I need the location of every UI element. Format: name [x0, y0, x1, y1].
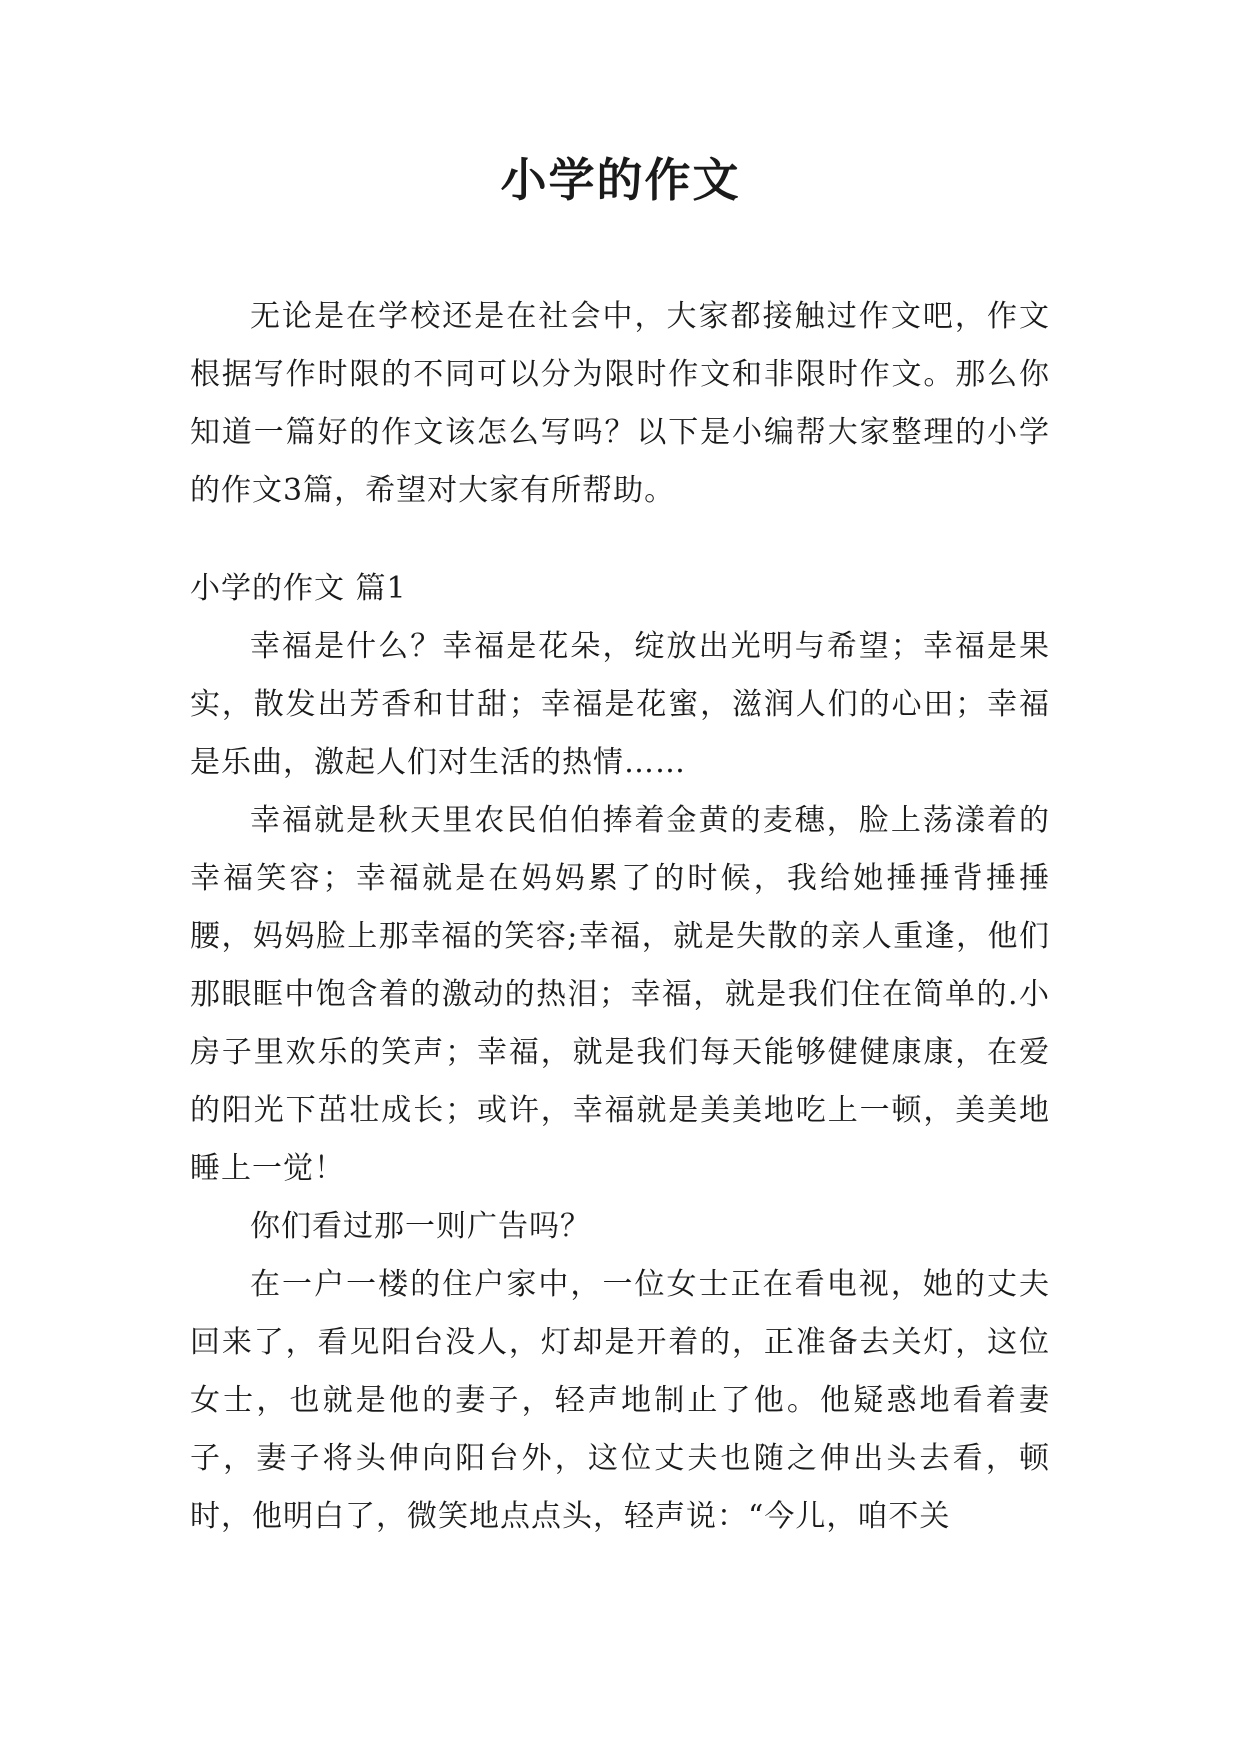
body-paragraph-1: 幸福是什么？幸福是花朵，绽放出光明与希望；幸福是果实，散发出芳香和甘甜；幸福是花蜜，滋润人们的心田；幸福是乐曲，激起人们对生活的热情……	[190, 629, 1050, 780]
document-title: 小学的作文	[500, 153, 741, 207]
section-heading: 小学的作文 篇1	[190, 571, 407, 606]
body-paragraph-2: 幸福就是秋天里农民伯伯捧着金黄的麦穗，脸上荡漾着的幸福笑容；幸福就是在妈妈累了的时候，我给她捶捶背捶捶腰，妈妈脸上那幸福的笑容;幸福，就是失散的亲人重逢，他们那眼眶中饱含着的激动的热泪；幸福，就是我们住在简单的.小房子里欢乐的笑声；幸福，就是我们每天能够健健康康，在爱的阳光下茁壮成长；或许，幸福就是美美地吃上一顿，美美地睡上一觉！	[190, 803, 1050, 1186]
body-paragraph-3: 你们看过那一则广告吗？	[250, 1209, 591, 1244]
body-paragraph-4: 在一户一楼的住户家中，一位女士正在看电视，她的丈夫回来了，看见阳台没人，灯却是开着的，正准备去关灯，这位女士，也就是他的妻子，轻声地制止了他。他疑惑地看着妻子，妻子将头伸向阳台外，这位丈夫也随之伸出头去看，顿时，他明白了，微笑地点点头，轻声说：“今儿，咱不关	[190, 1267, 1050, 1534]
document-body	[190, 288, 1050, 1546]
intro-paragraph: 无论是在学校还是在社会中，大家都接触过作文吧，作文根据写作时限的不同可以分为限时作文和非限时作文。那么你知道一篇好的作文该怎么写吗？以下是小编帮大家整理的小学的作文3篇，希望对大家有所帮助。	[190, 299, 1050, 508]
